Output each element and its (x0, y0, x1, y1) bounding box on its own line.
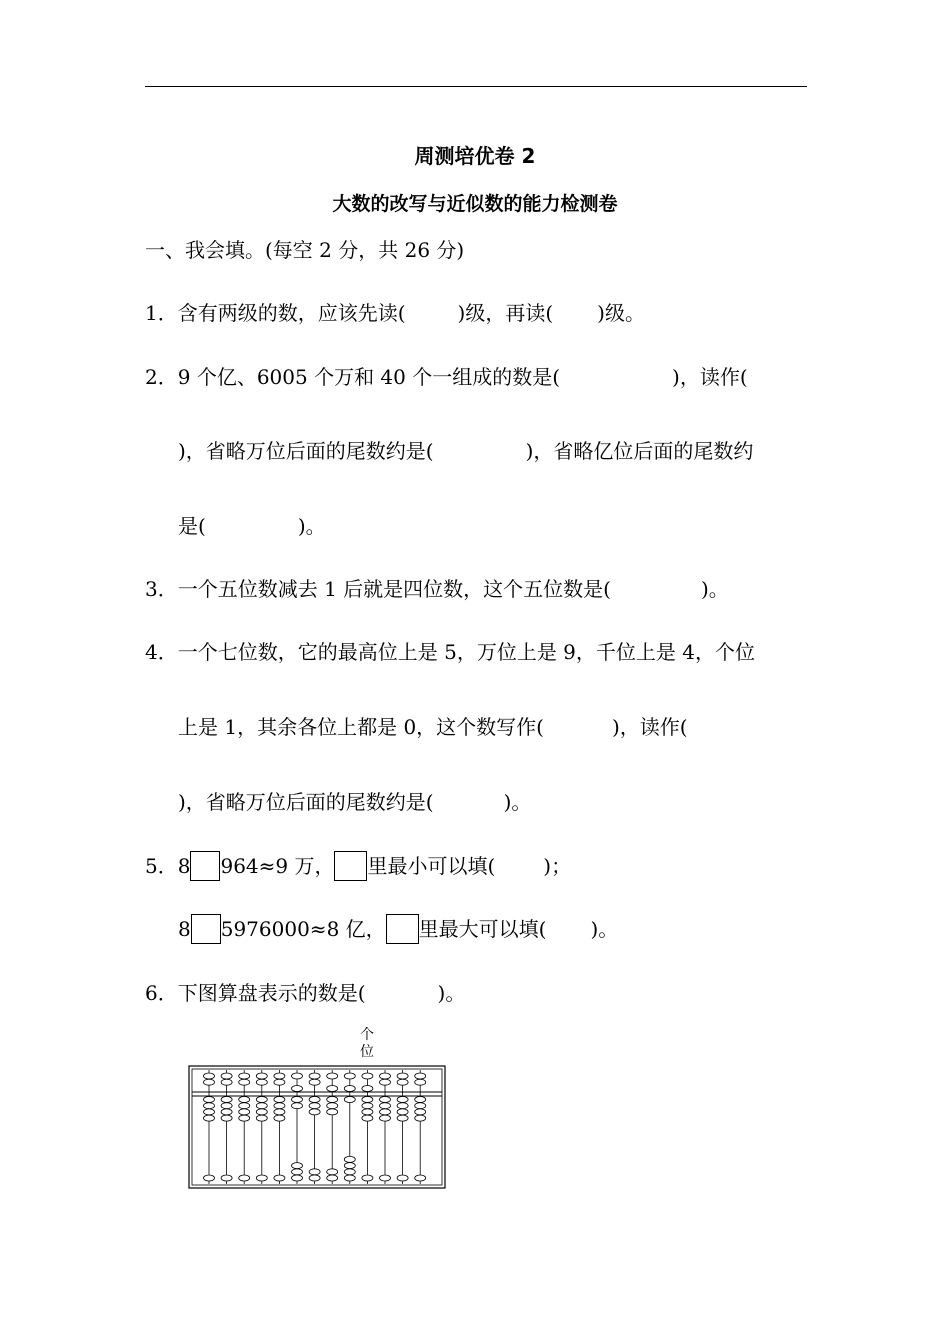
lower-bead (380, 1097, 391, 1103)
upper-bead (274, 1073, 285, 1079)
lower-bead (415, 1175, 426, 1181)
question-number: 2． (145, 365, 178, 389)
upper-bead (256, 1079, 267, 1085)
upper-bead (239, 1073, 250, 1079)
lower-bead (256, 1175, 267, 1181)
lower-bead (415, 1103, 426, 1109)
lower-bead (256, 1103, 267, 1109)
lower-bead (292, 1163, 303, 1169)
lower-bead (292, 1097, 303, 1103)
lower-bead (327, 1169, 338, 1175)
lower-bead (256, 1109, 267, 1115)
abacus-inner-frame (192, 1069, 442, 1185)
lower-bead (327, 1109, 338, 1115)
upper-bead (292, 1073, 303, 1079)
lower-bead (380, 1103, 391, 1109)
upper-bead (380, 1073, 391, 1079)
lower-bead (309, 1175, 320, 1181)
question-2-line-1: 2．9 个亿、6005 个万和 40 个一组成的数是( )，读作( (145, 365, 748, 389)
upper-bead (380, 1079, 391, 1085)
upper-bead (256, 1073, 267, 1079)
page-subtitle: 大数的改写与近似数的能力检测卷 (332, 193, 618, 215)
question-number: 1． (145, 301, 178, 325)
lower-bead (239, 1103, 250, 1109)
lower-bead (415, 1115, 426, 1121)
lower-bead (309, 1109, 320, 1115)
upper-bead (274, 1079, 285, 1085)
lower-bead (344, 1163, 355, 1169)
lower-bead (344, 1097, 355, 1103)
question-2-line-3: 是( )。 (178, 514, 326, 538)
section-heading: 一、我会填。(每空 2 分，共 26 分) (145, 238, 465, 262)
lower-bead (204, 1115, 215, 1121)
lower-bead (221, 1115, 232, 1121)
upper-bead (239, 1079, 250, 1085)
question-number: 5． (145, 854, 178, 878)
question-4-line-1: 4．一个七位数，它的最高位上是 5，万位上是 9，千位上是 4，个位 (145, 640, 755, 664)
lower-bead (239, 1097, 250, 1103)
lower-bead (397, 1175, 408, 1181)
upper-bead (415, 1073, 426, 1079)
lower-bead (344, 1175, 355, 1181)
question-number: 3． (145, 577, 178, 601)
digit-box-reference (334, 851, 367, 881)
lower-bead (327, 1097, 338, 1103)
upper-bead (344, 1086, 355, 1092)
lower-bead (327, 1103, 338, 1109)
lower-bead (380, 1175, 391, 1181)
lower-bead (397, 1103, 408, 1109)
question-2-line-2: )，省略万位后面的尾数约是( )，省略亿位后面的尾数约 (178, 439, 754, 463)
lower-bead (380, 1109, 391, 1115)
upper-bead (221, 1073, 232, 1079)
lower-bead (292, 1169, 303, 1175)
question-number: 4． (145, 640, 178, 664)
lower-bead (309, 1103, 320, 1109)
lower-bead (327, 1175, 338, 1181)
upper-bead (309, 1079, 320, 1085)
lower-bead (221, 1103, 232, 1109)
lower-bead (362, 1103, 373, 1109)
lower-bead (204, 1175, 215, 1181)
lower-bead (362, 1175, 373, 1181)
upper-bead (362, 1086, 373, 1092)
question-4-line-3: )，省略万位后面的尾数约是( )。 (178, 790, 532, 814)
upper-bead (204, 1079, 215, 1085)
upper-bead (221, 1079, 232, 1085)
lower-bead (256, 1097, 267, 1103)
upper-bead (327, 1086, 338, 1092)
lower-bead (256, 1115, 267, 1121)
header-rule (145, 86, 807, 87)
question-3: 3．一个五位数减去 1 后就是四位数，这个五位数是( )。 (145, 577, 729, 601)
lower-bead (397, 1115, 408, 1121)
question-number: 6． (145, 981, 178, 1005)
lower-bead (274, 1097, 285, 1103)
lower-bead (344, 1156, 355, 1162)
upper-bead (344, 1073, 355, 1079)
lower-bead (274, 1109, 285, 1115)
lower-bead (239, 1109, 250, 1115)
lower-bead (204, 1097, 215, 1103)
upper-bead (309, 1073, 320, 1079)
lower-bead (362, 1097, 373, 1103)
abacus-figure (188, 1065, 446, 1189)
digit-box-reference (386, 914, 419, 944)
page-title: 周测培优卷 2 (414, 144, 536, 168)
ones-place-label: 个 位 (360, 1027, 374, 1060)
upper-bead (362, 1073, 373, 1079)
lower-bead (274, 1115, 285, 1121)
lower-bead (204, 1109, 215, 1115)
lower-bead (380, 1115, 391, 1121)
lower-bead (309, 1169, 320, 1175)
lower-bead (221, 1109, 232, 1115)
upper-bead (415, 1079, 426, 1085)
question-5-line-2: 8 5976000≈8 亿， 里最大可以填( )。 (178, 914, 618, 944)
lower-bead (309, 1097, 320, 1103)
upper-bead (327, 1073, 338, 1079)
lower-bead (344, 1169, 355, 1175)
digit-box[interactable] (191, 914, 221, 944)
lower-bead (221, 1175, 232, 1181)
upper-bead (204, 1073, 215, 1079)
lower-bead (239, 1115, 250, 1121)
question-6: 6．下图算盘表示的数是( )。 (145, 981, 466, 1005)
lower-bead (221, 1097, 232, 1103)
lower-bead (397, 1109, 408, 1115)
upper-bead (292, 1086, 303, 1092)
upper-bead (397, 1079, 408, 1085)
lower-bead (274, 1175, 285, 1181)
lower-bead (204, 1103, 215, 1109)
lower-bead (239, 1175, 250, 1181)
lower-bead (274, 1103, 285, 1109)
question-4-line-2: 上是 1，其余各位上都是 0，这个数写作( )，读作( (178, 715, 688, 739)
upper-bead (397, 1073, 408, 1079)
digit-box[interactable] (190, 851, 220, 881)
question-5-line-1: 5．8 964≈9 万， 里最小可以填( )； (145, 851, 571, 881)
lower-bead (415, 1109, 426, 1115)
lower-bead (292, 1103, 303, 1109)
lower-bead (362, 1115, 373, 1121)
lower-bead (415, 1097, 426, 1103)
lower-bead (362, 1109, 373, 1115)
lower-bead (292, 1175, 303, 1181)
question-1: 1．含有两级的数，应该先读( )级，再读( )级。 (145, 301, 645, 325)
lower-bead (397, 1097, 408, 1103)
